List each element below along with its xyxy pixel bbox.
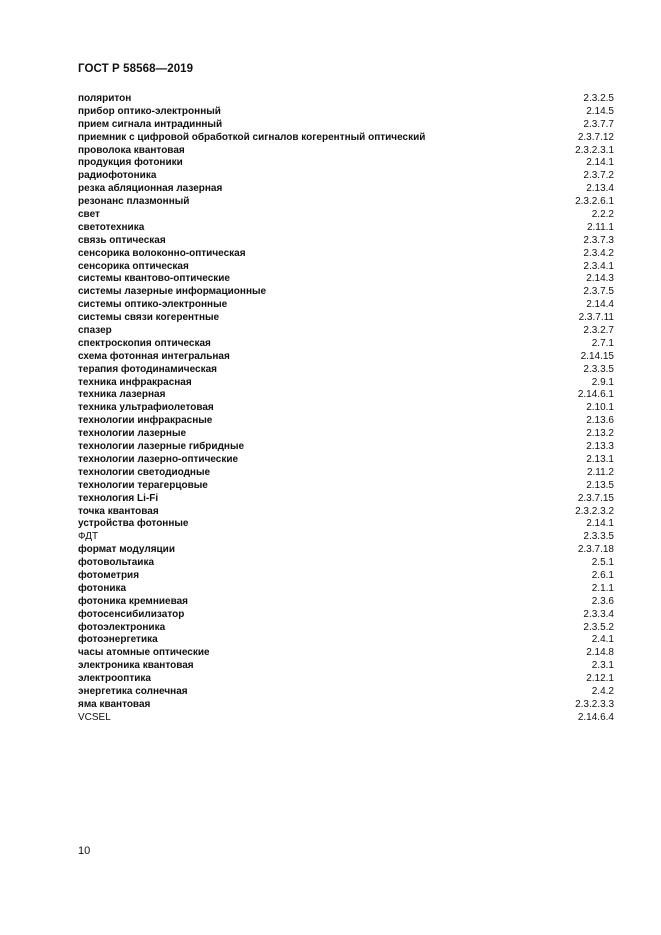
index-reference: 2.4.1: [591, 634, 614, 646]
index-entry: [78, 235, 614, 248]
index-reference: 2.13.3: [586, 441, 614, 453]
index-term: прибор оптико-электронный: [78, 105, 221, 117]
index-reference: 2.2.2: [591, 209, 614, 221]
index-entry: [78, 389, 614, 402]
index-entry: [78, 647, 614, 660]
index-term: приемник с цифровой обработкой сигналов когерентный оптический: [78, 131, 426, 143]
index-reference: 2.3.7.7: [583, 118, 614, 130]
index-entry: [78, 364, 614, 377]
index-entry: [78, 686, 614, 699]
index-term: схема фотонная интегральная: [78, 350, 230, 362]
index-reference: 2.14.3: [586, 273, 614, 285]
index-entry: [78, 609, 614, 622]
index-term: технологии инфракрасные: [78, 415, 213, 427]
index-reference: 2.3.7.15: [577, 492, 614, 504]
index-reference: 2.3.2.5: [583, 93, 614, 104]
index-reference: 2.11.1: [586, 221, 614, 233]
index-term: формат модуляции: [78, 544, 175, 556]
index-entry: [78, 531, 614, 544]
index-term: фотоника: [78, 582, 127, 594]
index-entry: [78, 634, 614, 647]
index-entry: [78, 467, 614, 480]
index-term: часы атомные оптические: [78, 647, 210, 659]
index-entry: [78, 480, 614, 493]
index-term: фотоэнергетика: [78, 634, 158, 646]
index-entry: [78, 119, 614, 132]
index-entry: [78, 712, 614, 725]
index-entry: [78, 157, 614, 170]
index-entry: [78, 428, 614, 441]
index-term: технологии терагерцовые: [78, 479, 208, 491]
index-term: спазер: [78, 325, 112, 337]
index-reference: 2.9.1: [591, 376, 614, 388]
index-entry: [78, 622, 614, 635]
index-reference: 2.3.2.3.2: [575, 505, 614, 517]
page-number: 10: [78, 845, 91, 857]
index-term: связь оптическая: [78, 234, 166, 246]
index-entry: [78, 248, 614, 261]
index-reference: 2.3.7.12: [577, 131, 614, 143]
index-reference: 2.14.15: [580, 350, 614, 362]
index-entry: [78, 183, 614, 196]
index-entry: [78, 402, 614, 415]
index-term: фотовольтаика: [78, 557, 155, 569]
index-reference: 2.3.2.6.1: [575, 196, 614, 208]
index-entry: [78, 673, 614, 686]
index-reference: 2.3.3.4: [583, 608, 614, 620]
index-entry: [78, 261, 614, 274]
index-term: проволока квантовая: [78, 144, 185, 156]
index-entry: [78, 377, 614, 390]
index-entry: [78, 518, 614, 531]
index-entry: [78, 351, 614, 364]
index-entry: [78, 196, 614, 209]
index-entry: [78, 132, 614, 145]
index-reference: 2.14.6.1: [577, 389, 614, 401]
index-reference: 2.3.6: [591, 595, 614, 607]
index-reference: 2.3.3.5: [583, 531, 614, 543]
index-term: сенсорика оптическая: [78, 260, 189, 272]
index-reference: 2.3.2.3.3: [575, 698, 614, 710]
index-entry: [78, 454, 614, 467]
index-term: ФДТ: [78, 531, 99, 543]
index-reference: 2.13.6: [586, 415, 614, 427]
index-entry: [78, 441, 614, 454]
index-entry: [78, 415, 614, 428]
index-reference: 2.3.4.1: [583, 260, 614, 272]
index-term: электроника квантовая: [78, 660, 194, 672]
index-term: фотосенсибилизатор: [78, 608, 185, 620]
index-term: системы квантово-оптические: [78, 273, 230, 285]
index-reference: 2.4.2: [591, 685, 614, 697]
index-entry: [78, 325, 614, 338]
index-entry: [78, 170, 614, 183]
index-reference: 2.3.4.2: [583, 247, 614, 259]
index-term: техника лазерная: [78, 389, 166, 401]
index-reference: 2.3.7.2: [583, 170, 614, 182]
index-entry: [78, 699, 614, 712]
document-header: ГОСТ Р 58568—2019: [78, 63, 194, 75]
index-reference: 2.13.4: [586, 183, 614, 195]
index-entry: [78, 338, 614, 351]
index-term: системы оптико-электронные: [78, 299, 228, 311]
index-term: технологии светодиодные: [78, 466, 211, 478]
index-term: техника инфракрасная: [78, 376, 192, 388]
index-term: фотоэлектроника: [78, 621, 166, 633]
index-term: прием сигнала интрадинный: [78, 118, 223, 130]
index-entry: [78, 660, 614, 673]
index-reference: 2.12.1: [586, 673, 614, 685]
index-term: фотоника кремниевая: [78, 595, 188, 607]
index-term: технологии лазерно-оптические: [78, 453, 239, 465]
index-entry: [78, 557, 614, 570]
index-term: энергетика солнечная: [78, 685, 188, 697]
index-term: техника ультрафиолетовая: [78, 402, 214, 414]
index-reference: 2.3.2.3.1: [575, 144, 614, 156]
index-entry: [78, 570, 614, 583]
index-entry: [78, 93, 614, 106]
index-reference: 2.3.3.5: [583, 363, 614, 375]
index-reference: 2.14.8: [586, 647, 614, 659]
index-reference: 2.5.1: [591, 557, 614, 569]
index-reference: 2.13.2: [586, 428, 614, 440]
index-reference: 2.3.7.3: [583, 234, 614, 246]
index-term: резка абляционная лазерная: [78, 183, 223, 195]
index-reference: 2.14.6.4: [577, 711, 614, 723]
index-entry: [78, 596, 614, 609]
index-entry: [78, 273, 614, 286]
index-reference: 2.7.1: [591, 337, 614, 349]
index-reference: 2.11.2: [586, 466, 614, 478]
index-reference: 2.10.1: [586, 402, 614, 414]
index-reference: 2.14.1: [586, 518, 614, 530]
index-term: свет: [78, 209, 100, 221]
index-term: системы связи когерентные: [78, 312, 220, 324]
index-reference: 2.3.2.7: [583, 325, 614, 337]
index-reference: 2.3.7.11: [578, 312, 614, 324]
index-term: радиофотоника: [78, 170, 157, 182]
index-reference: 2.14.1: [586, 157, 614, 169]
index-entry: [78, 145, 614, 158]
index-term: устройства фотонные: [78, 518, 189, 530]
index-entry: [78, 493, 614, 506]
index-term: фотометрия: [78, 569, 140, 581]
index-term: VCSEL: [78, 711, 111, 723]
index-reference: 2.14.5: [586, 105, 614, 117]
index-term: поляритон: [78, 93, 132, 104]
index-term: спектроскопия оптическая: [78, 337, 211, 349]
index-reference: 2.13.1: [586, 453, 614, 465]
index-entry: [78, 312, 614, 325]
index-term: резонанс плазмонный: [78, 196, 190, 208]
index-term: сенсорика волоконно-оптическая: [78, 247, 246, 259]
index-reference: 2.6.1: [591, 569, 614, 581]
index-reference: 2.3.1: [591, 660, 614, 672]
index-term: системы лазерные информационные: [78, 286, 267, 298]
index-term: технология Li-Fi: [78, 492, 159, 504]
term-index-list: [78, 93, 614, 725]
index-term: электрооптика: [78, 673, 151, 685]
index-entry: [78, 222, 614, 235]
index-reference: 2.3.7.18: [577, 544, 614, 556]
index-entry: [78, 106, 614, 119]
index-entry: [78, 583, 614, 596]
index-reference: 2.13.5: [586, 479, 614, 491]
index-entry: [78, 209, 614, 222]
index-entry: [78, 544, 614, 557]
index-term: яма квантовая: [78, 698, 151, 710]
index-term: технологии лазерные: [78, 428, 187, 440]
index-term: технологии лазерные гибридные: [78, 441, 245, 453]
index-entry: [78, 299, 614, 312]
index-term: точка квантовая: [78, 505, 159, 517]
index-term: светотехника: [78, 221, 145, 233]
index-reference: 2.14.4: [586, 299, 614, 311]
index-reference: 2.3.5.2: [583, 621, 614, 633]
index-entry: [78, 286, 614, 299]
index-entry: [78, 506, 614, 519]
index-reference: 2.3.7.5: [583, 286, 614, 298]
index-reference: 2.1.1: [591, 582, 614, 594]
index-term: терапия фотодинамическая: [78, 363, 217, 375]
index-term: продукция фотоники: [78, 157, 183, 169]
